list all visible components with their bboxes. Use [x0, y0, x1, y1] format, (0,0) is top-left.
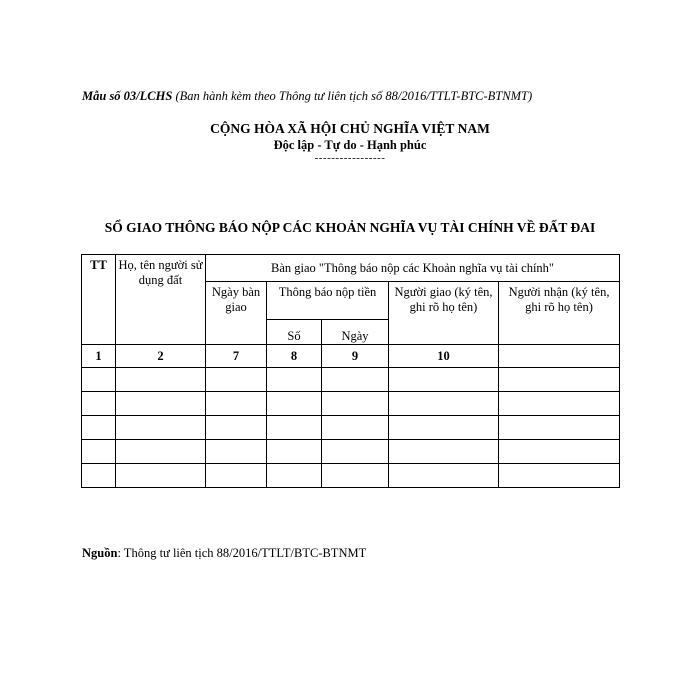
table-cell [389, 368, 499, 392]
form-number-line [82, 89, 532, 104]
table-cell [116, 440, 206, 464]
header-handover-group: Bàn giao "Thông báo nộp các Khoản nghĩa vụ tài chính" [206, 255, 620, 282]
table-cell [499, 368, 620, 392]
form-reference: (Ban hành kèm theo Thông tư liên tịch số 88/2016/TTLT-BTC-BTNMT) [175, 89, 533, 103]
header-giver: Người giao (ký tên, ghi rõ họ tên) [389, 282, 499, 345]
column-number: 7 [206, 345, 267, 368]
column-number: 8 [267, 345, 322, 368]
table-cell [206, 416, 267, 440]
table-cell [322, 440, 389, 464]
table-cell [499, 464, 620, 488]
table-row [82, 440, 620, 464]
table-cell [322, 368, 389, 392]
table-cell [116, 392, 206, 416]
column-number: 10 [389, 345, 499, 368]
handover-table [81, 254, 620, 488]
table-cell [389, 416, 499, 440]
table-cell [116, 368, 206, 392]
table-cell [322, 464, 389, 488]
table-row [82, 464, 620, 488]
country-name: CỘNG HÒA XÃ HỘI CHỦ NGHĨA VIỆT NAM [210, 121, 490, 136]
national-slogan: Độc lập - Tự do - Hạnh phúc [273, 138, 427, 152]
table-cell [82, 416, 116, 440]
header-payment-notice: Thông báo nộp tiền [267, 282, 389, 320]
motto-divider: ----------------- [314, 152, 386, 164]
header-row [82, 255, 620, 282]
table-cell [206, 464, 267, 488]
header-handover-date: Ngày bàn giao [206, 282, 267, 345]
source-note [82, 546, 366, 561]
table-cell [389, 440, 499, 464]
form-number: Mẫu số 03/LCHS [82, 89, 173, 103]
source-text: : Thông tư liên tịch 88/2016/TTLT/BTC-BTNMT [117, 546, 367, 560]
table-cell [267, 392, 322, 416]
column-number: 1 [82, 345, 116, 368]
table-cell [206, 440, 267, 464]
table-cell [82, 464, 116, 488]
table-cell [499, 416, 620, 440]
table-cell [267, 368, 322, 392]
table-cell [322, 392, 389, 416]
table-cell [82, 440, 116, 464]
table-cell [267, 464, 322, 488]
table-cell [116, 464, 206, 488]
table-row [82, 392, 620, 416]
table-cell [499, 392, 620, 416]
table-cell [82, 368, 116, 392]
column-number: 2 [116, 345, 206, 368]
table-cell [267, 416, 322, 440]
table-cell [82, 392, 116, 416]
table-cell [499, 440, 620, 464]
column-number-row [82, 345, 620, 368]
table-cell [389, 392, 499, 416]
header-user-name: Họ, tên người sử dụng đất [116, 255, 206, 345]
table-cell [267, 440, 322, 464]
table-cell [322, 416, 389, 440]
table-cell [206, 368, 267, 392]
header-number: Số [267, 320, 322, 345]
header-date: Ngày [322, 320, 389, 345]
column-number [499, 345, 620, 368]
table-cell [206, 392, 267, 416]
table-row [82, 416, 620, 440]
header-tt: TT [82, 255, 116, 345]
table-row [82, 368, 620, 392]
header-receiver: Người nhận (ký tên, ghi rõ họ tên) [499, 282, 620, 345]
table-cell [389, 464, 499, 488]
document-title: SỔ GIAO THÔNG BÁO NỘP CÁC KHOẢN NGHĨA VỤ TÀI CHÍNH VỀ ĐẤT ĐAI [104, 220, 596, 235]
source-label: Nguồn [82, 546, 118, 560]
table-cell [116, 416, 206, 440]
column-number: 9 [322, 345, 389, 368]
